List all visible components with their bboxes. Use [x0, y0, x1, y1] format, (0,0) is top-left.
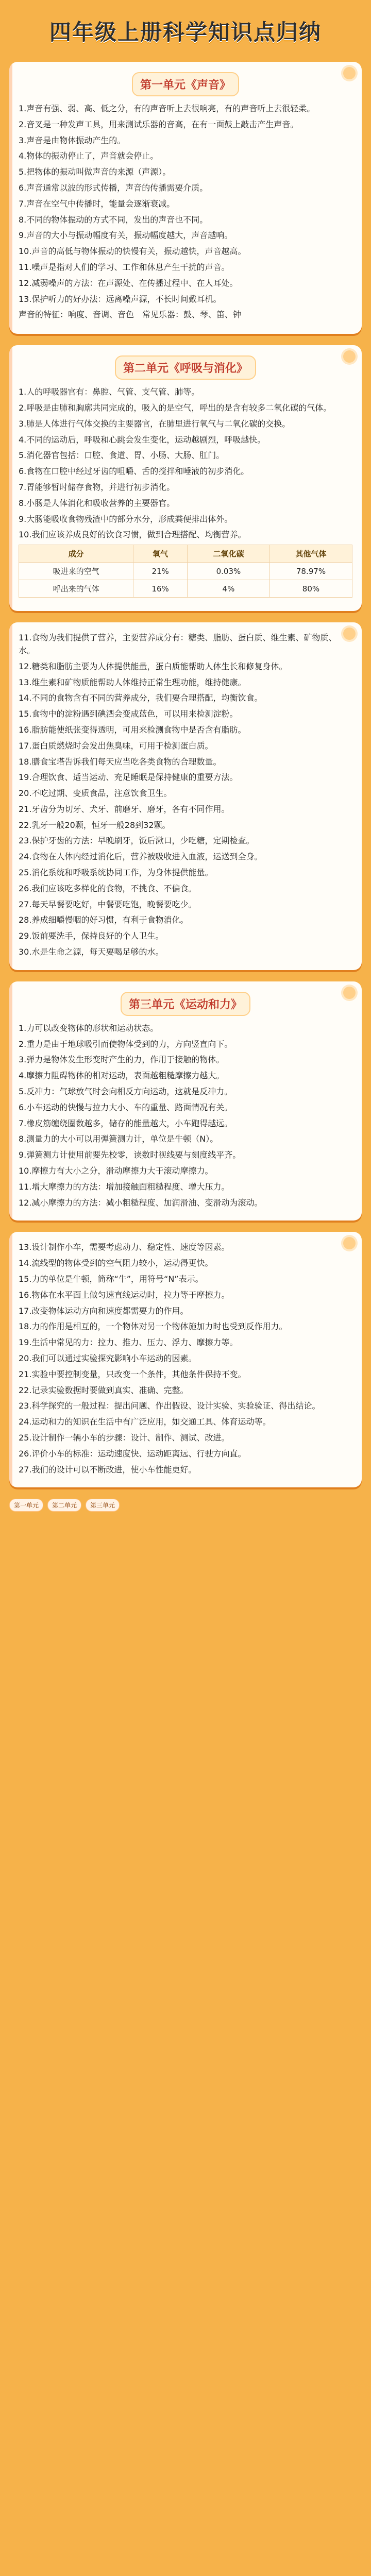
- table-row: [19, 563, 352, 580]
- knowledge-point: 6.声音通常以波的形式传播，声音的传播需要介质。: [19, 182, 208, 193]
- knowledge-point: 15.力的单位是牛顿，简称“牛”，用符号“N”表示。: [19, 1274, 204, 1284]
- knowledge-point: 12.减弱噪声的方法：在声源处、在传播过程中、在人耳处。: [19, 278, 238, 288]
- knowledge-point: 27.每天早餐要吃好，中餐要吃饱，晚餐要吃少。: [19, 899, 197, 909]
- knowledge-point: 13.保护听力的好办法：远离噪声源，不长时间戴耳机。: [19, 294, 222, 304]
- knowledge-point: 5.反冲力：气球放气时会向相反方向运动，这就是反冲力。: [19, 1087, 233, 1097]
- knowledge-point: 14.流线型的物体受到的空气阻力较小，运动得更快。: [19, 1258, 213, 1268]
- gas-composition-table: [19, 545, 352, 598]
- knowledge-point: 4.物体的振动停止了，声音就会停止。: [19, 151, 159, 161]
- unit-title-text: 第三单元《运动和力》: [121, 992, 250, 1016]
- knowledge-point: 15.食物中的淀粉遇到碘酒会变成蓝色，可以用来检测淀粉。: [19, 709, 238, 719]
- knowledge-point: 2.呼吸是由肺和胸廓共同完成的，吸入的是空气，呼出的是含有较多二氧化碳的气体。: [19, 402, 332, 413]
- knowledge-point: 24.运动和力的知识在生活中有广泛应用，如交通工具、体育运动等。: [19, 1417, 271, 1427]
- unit-badge: 第二单元: [47, 1499, 81, 1512]
- table-cell: 80%: [269, 580, 352, 598]
- unit-title: [19, 72, 352, 96]
- unit-card: [9, 62, 362, 334]
- knowledge-point: 20.不吃过期、变质食品，注意饮食卫生。: [19, 788, 172, 799]
- knowledge-point: 6.食物在口腔中经过牙齿的咀嚼、舌的搅拌和唾液的初步消化。: [19, 466, 249, 477]
- knowledge-point: 10.声音的高低与物体振动的快慢有关，振动越快，声音越高。: [19, 246, 246, 257]
- table-header-cell: 二氧化碳: [187, 545, 269, 563]
- knowledge-point: 10.我们应该养成良好的饮食习惯，做到合理搭配、均衡营养。: [19, 530, 246, 540]
- knowledge-point: 17.蛋白质燃烧时会发出焦臭味，可用于检测蛋白质。: [19, 740, 213, 751]
- cards-container: [9, 62, 362, 1512]
- knowledge-point: 17.改变物体运动方向和速度都需要力的作用。: [19, 1306, 189, 1316]
- unit-badge: 第一单元: [9, 1499, 43, 1512]
- knowledge-point: 21.牙齿分为切牙、犬牙、前磨牙、磨牙，各有不同作用。: [19, 804, 230, 814]
- decor-dot-icon: [343, 67, 356, 79]
- knowledge-point: 20.我们可以通过实验探究影响小车运动的因素。: [19, 1353, 197, 1363]
- knowledge-point: 25.设计制作一辆小车的步骤：设计、制作、测试、改进。: [19, 1432, 230, 1443]
- two-column-notes: [19, 309, 352, 321]
- knowledge-point: 1.人的呼吸器官有：鼻腔、气管、支气管、肺等。: [19, 387, 200, 397]
- unit-card: [9, 981, 362, 1221]
- knowledge-point: 7.橡皮筋缠绕圈数越多，储存的能量越大，小车跑得越远。: [19, 1118, 233, 1128]
- knowledge-point: 2.音叉是一种发声工具，用来测试乐器的音高，在有一面鼓上敲击产生声音。: [19, 119, 299, 129]
- unit-card: [9, 1232, 362, 1487]
- knowledge-point: 24.食物在人体内经过消化后，营养被吸收进入血液，运送到全身。: [19, 852, 263, 862]
- table-header-cell: 氧气: [133, 545, 188, 563]
- knowledge-point: 13.维生素和矿物质能帮助人体维持正常生理功能，维持健康。: [19, 677, 246, 687]
- knowledge-point: 12.糖类和脂肪主要为人体提供能量，蛋白质能帮助人体生长和修复身体。: [19, 661, 288, 671]
- knowledge-point: 2.重力是由于地球吸引而使物体受到的力，方向竖直向下。: [19, 1039, 233, 1049]
- table-cell: 0.03%: [187, 563, 269, 580]
- knowledge-point: 26.评价小车的标准：运动速度快、运动距离远、行驶方向直。: [19, 1448, 246, 1459]
- knowledge-point: 19.合理饮食、适当运动、充足睡眠是保持健康的重要方法。: [19, 772, 238, 783]
- knowledge-point: 5.消化器官包括：口腔、食道、胃、小肠、大肠、肛门。: [19, 450, 225, 461]
- knowledge-point: 3.声音是由物体振动产生的。: [19, 135, 126, 145]
- knowledge-point: 22.记录实验数据时要做到真实、准确、完整。: [19, 1385, 189, 1395]
- knowledge-point: 16.物体在水平面上做匀速直线运动时，拉力等于摩擦力。: [19, 1290, 230, 1300]
- page-title: 四年级上册科学知识点归纳: [49, 20, 322, 45]
- knowledge-point: 1.声音有强、弱、高、低之分，有的声音听上去很响亮，有的声音听上去很轻柔。: [19, 104, 315, 113]
- decor-dot-icon: [343, 1237, 356, 1249]
- unit-badges: [9, 1499, 362, 1512]
- table-cell: 16%: [133, 580, 188, 598]
- knowledge-point: 9.弹簧测力计使用前要先校零，读数时视线要与刻度线平齐。: [19, 1150, 241, 1160]
- knowledge-point: 29.饭前要洗手，保持良好的个人卫生。: [19, 931, 164, 941]
- knowledge-point: 26.我们应该吃多样化的食物，不挑食、不偏食。: [19, 883, 197, 893]
- table-cell: 21%: [133, 563, 188, 580]
- knowledge-point: 27.我们的设计可以不断改进，使小车性能更好。: [19, 1464, 197, 1475]
- knowledge-point: 11.食物为我们提供了营养，主要营养成分有：糖类、脂肪、蛋白质、维生素、矿物质、水。: [19, 633, 337, 655]
- unit-title-text: 第一单元《声音》: [132, 72, 239, 96]
- knowledge-point: 5.把物体的振动叫做声音的来源（声源）。: [19, 167, 171, 177]
- knowledge-point: 8.测量力的大小可以用弹簧测力计，单位是牛顿（N）。: [19, 1134, 218, 1144]
- knowledge-point: 3.弹力是物体发生形变时产生的力，作用于接触的物体。: [19, 1055, 225, 1065]
- page-header: [9, 0, 362, 62]
- knowledge-point: 23.保护牙齿的方法：早晚刷牙，饭后漱口，少吃糖，定期检查。: [19, 836, 255, 846]
- knowledge-point: 18.膳食宝塔告诉我们每天应当吃各类食物的合理数量。: [19, 756, 222, 767]
- decor-dot-icon: [343, 987, 356, 999]
- table-cell: 4%: [187, 580, 269, 598]
- knowledge-point: 8.小肠是人体消化和吸收营养的主要器官。: [19, 498, 175, 508]
- unit-card: [9, 622, 362, 970]
- unit-title: [19, 992, 352, 1016]
- unit-title-text: 第二单元《呼吸与消化》: [115, 355, 256, 380]
- table-row: [19, 580, 352, 598]
- table-cell: 吸进来的空气: [19, 563, 133, 580]
- knowledge-point: 30.水是生命之源，每天要喝足够的水。: [19, 947, 164, 957]
- knowledge-point: 13.设计制作小车，需要考虑动力、稳定性、速度等因素。: [19, 1242, 230, 1252]
- knowledge-point: 3.肺是人体进行气体交换的主要器官，在肺里进行氧气与二氧化碳的交换。: [19, 418, 291, 429]
- knowledge-point: 4.不同的运动后，呼吸和心跳会发生变化，运动越剧烈，呼吸越快。: [19, 434, 266, 445]
- table-cell: 78.97%: [269, 563, 352, 580]
- knowledge-point: 10.摩擦力有大小之分，滑动摩擦力大于滚动摩擦力。: [19, 1166, 213, 1176]
- knowledge-point: 21.实验中要控制变量，只改变一个条件，其他条件保持不变。: [19, 1369, 246, 1379]
- knowledge-point: 9.声音的大小与振动幅度有关，振动幅度越大，声音越响。: [19, 230, 233, 241]
- decor-dot-icon: [343, 350, 356, 363]
- note-item: 常见乐器：鼓、琴、笛、钟: [142, 310, 242, 320]
- unit-badge: 第三单元: [86, 1499, 120, 1512]
- knowledge-point: 6.小车运动的快慢与拉力大小、车的重量、路面情况有关。: [19, 1102, 233, 1112]
- decor-dot-icon: [343, 628, 356, 640]
- unit-card: [9, 345, 362, 611]
- knowledge-point: 12.减小摩擦力的方法：减小粗糙程度、加润滑油、变滑动为滚动。: [19, 1197, 263, 1208]
- knowledge-point: 11.噪声是指对人们的学习、工作和休息产生干扰的声音。: [19, 262, 230, 272]
- table-cell: 呼出来的气体: [19, 580, 133, 598]
- knowledge-point: 9.大肠能吸收食物残渣中的部分水分，形成粪便排出体外。: [19, 514, 233, 524]
- knowledge-point: 16.脂肪能使纸张变得透明，可用来检测食物中是否含有脂肪。: [19, 724, 246, 735]
- knowledge-point: 22.乳牙一般20颗，恒牙一般28到32颗。: [19, 820, 171, 830]
- note-item: 声音的特征：响度、音调、音色: [19, 310, 134, 320]
- knowledge-point: 25.消化系统和呼吸系统协同工作，为身体提供能量。: [19, 868, 213, 878]
- knowledge-point: 11.增大摩擦力的方法：增加接触面粗糙程度、增大压力。: [19, 1181, 230, 1192]
- knowledge-point: 4.摩擦力阻碍物体的相对运动，表面越粗糙摩擦力越大。: [19, 1071, 225, 1081]
- table-header-cell: 其他气体: [269, 545, 352, 563]
- table-header-cell: 成分: [19, 545, 133, 563]
- knowledge-point: 1.力可以改变物体的形状和运动状态。: [19, 1023, 159, 1033]
- knowledge-point: 23.科学探究的一般过程：提出问题、作出假设、设计实验、实验验证、得出结论。: [19, 1401, 321, 1411]
- knowledge-point: 14.不同的食物含有不同的营养成分，我们要合理搭配，均衡饮食。: [19, 693, 263, 703]
- knowledge-point: 7.胃能够暂时储存食物，并进行初步消化。: [19, 482, 175, 492]
- knowledge-point: 19.生活中常见的力：拉力、推力、压力、浮力、摩擦力等。: [19, 1337, 238, 1348]
- knowledge-point: 18.力的作用是相互的，一个物体对另一个物体施加力时也受到反作用力。: [19, 1321, 288, 1332]
- unit-title: [19, 355, 352, 380]
- knowledge-point: 8.不同的物体振动的方式不同，发出的声音也不同。: [19, 214, 208, 225]
- knowledge-point: 28.养成细嚼慢咽的好习惯，有利于食物消化。: [19, 915, 189, 925]
- knowledge-point: 7.声音在空气中传播时，能量会逐渐衰减。: [19, 198, 175, 209]
